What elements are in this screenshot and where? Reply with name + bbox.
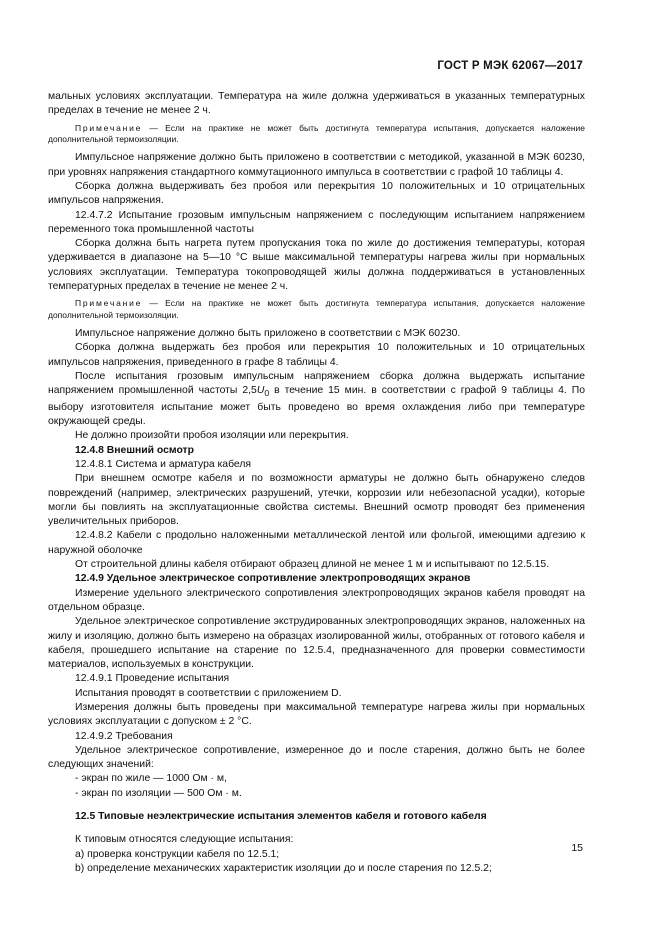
list-item: - экран по жиле — 1000 Ом · м, <box>75 773 227 785</box>
list-item: a) проверка конструкции кабеля по 12.5.1; <box>75 848 280 860</box>
paragraph: Сборка должна выдерживать без пробоя или перекрытия 10 положительных и 10 отрицательных импульсов напряжения. <box>48 181 585 207</box>
paragraph: Сборка должна быть нагрета путем пропускания тока по жиле до достижения температуры, которая удерживается в диапазоне на 5—10 °С выше максимальной температуры нагрева жилы при нормальных условиях эксплуатации. Температура токопроводящей жилы должна поддерживаться в установленных температурных пределах в течение не менее 2 ч. <box>48 238 585 293</box>
paragraph: Удельное электрическое сопротивление, измеренное до и после старения, должно быть не более следующих значений: <box>48 744 585 771</box>
paragraph: От строительной длины кабеля отбирают образец длиной не менее 1 м и испытывают по 12.5.15. <box>75 559 550 571</box>
subsection-heading: 12.4.8.1 Система и арматура кабеля <box>75 458 252 470</box>
paragraph: Импульсное напряжение должно быть приложено в соответствии с методикой, указанной в МЭК 60230, при уровнях напряжения стандартного коммутационного импульса в соответствии с графой 10 таблицы 4. <box>48 152 585 178</box>
note <box>48 298 585 321</box>
subsection-heading: 12.4.9.1 Проведение испытания <box>75 673 230 685</box>
page-body <box>48 90 585 876</box>
subsection-heading: 12.4.7.2 Испытание грозовым импульсным напряжением с последующим испытанием напряжением переменного тока промышленной частоты <box>48 209 585 235</box>
subsection-heading: 12.4.9.2 Требования <box>75 730 173 742</box>
paragraph: Измерение удельного электрического сопротивления электропроводящих экранов кабеля проводят на отдельном образце. <box>48 587 585 613</box>
note-text: — Если на практике не может быть достигнута температура испытания, допускается наложение дополнительной термоизоляции. <box>48 122 585 144</box>
list-item: b) определение механических характеристик изоляции до и после старения по 12.5.2; <box>75 862 492 874</box>
page-number: 15 <box>571 842 583 854</box>
paragraph: Удельное электрическое сопротивление экструдированных электропроводящих экранов, наложенных на жилу и изоляцию, должно быть измерено на образцах изолированной жилы, отобранных от готового кабеля и кабеля, прошедшего испытание на старение по 12.5.4, предназначенного для проверки совместимости материалов, используемых в конструкции. <box>48 616 585 671</box>
section-heading: 12.4.9 Удельное электрическое сопротивление электропроводящих экранов <box>75 573 471 585</box>
voltage-symbol: U <box>256 385 265 397</box>
paragraph: Испытания проводят в соответствии с приложением D. <box>75 687 342 699</box>
paragraph: К типовым относятся следующие испытания: <box>75 834 294 846</box>
note <box>48 123 585 146</box>
paragraph <box>48 370 585 429</box>
list-item: - экран по изоляции — 500 Ом · м. <box>75 787 242 799</box>
standard-header: ГОСТ Р МЭК 62067—2017 <box>437 60 583 72</box>
paragraph: Импульсное напряжение должно быть приложено в соответствии с МЭК 60230. <box>75 328 461 340</box>
paragraph: При внешнем осмотре кабеля и по возможности арматуры не должно быть обнаружено следов повреждений (например, электрических разрушений, утечки, коррозии или небезопасной усадки), которые могли бы повлиять на эксплуатационные свойства системы. Внешний осмотр проводят без применения увеличительных приборов. <box>48 473 585 528</box>
paragraph: Сборка должна выдержать без пробоя или перекрытия 10 положительных и 10 отрицательных импульсов напряжения, приведенного в графе 8 таблицы 4. <box>48 342 585 368</box>
paragraph-part: в течение 15 мин. в соответствии с графой 9 таблицы 4. По выбору изготовителя испытание может быть проведено во время охлаждения либо при температуре окружающей среды. <box>48 385 586 428</box>
note-label: Примечание <box>75 122 143 133</box>
paragraph: мальных условиях эксплуатации. Температура на жиле должна удерживаться в указанных температурных пределах в течение не менее 2 ч. <box>48 91 585 117</box>
section-heading: 12.5 Типовые неэлектрические испытания элементов кабеля и готового кабеля <box>75 811 487 823</box>
section-heading: 12.4.8 Внешний осмотр <box>75 444 194 456</box>
paragraph: Измерения должны быть проведены при максимальной температуре нагрева жилы при нормальных условиях эксплуатации с допуском ± 2 °С. <box>48 701 585 728</box>
paragraph: Не должно произойти пробоя изоляции или перекрытия. <box>75 430 349 442</box>
voltage-subscript: 0 <box>264 388 270 399</box>
note-label: Примечание <box>75 298 143 309</box>
subsection-heading: 12.4.8.2 Кабели с продольно наложенными металлической лентой или фольгой, имеющими адгезию к наружной оболочке <box>48 530 585 556</box>
note-text: — Если на практике не может быть достигнута температура испытания, допускается наложение дополнительной термоизоляции. <box>48 298 585 320</box>
paragraph-part: После испытания грозовым импульсным напряжением сборка должна выдержать испытание напряжением промышленной частоты 2,5 <box>48 371 585 397</box>
